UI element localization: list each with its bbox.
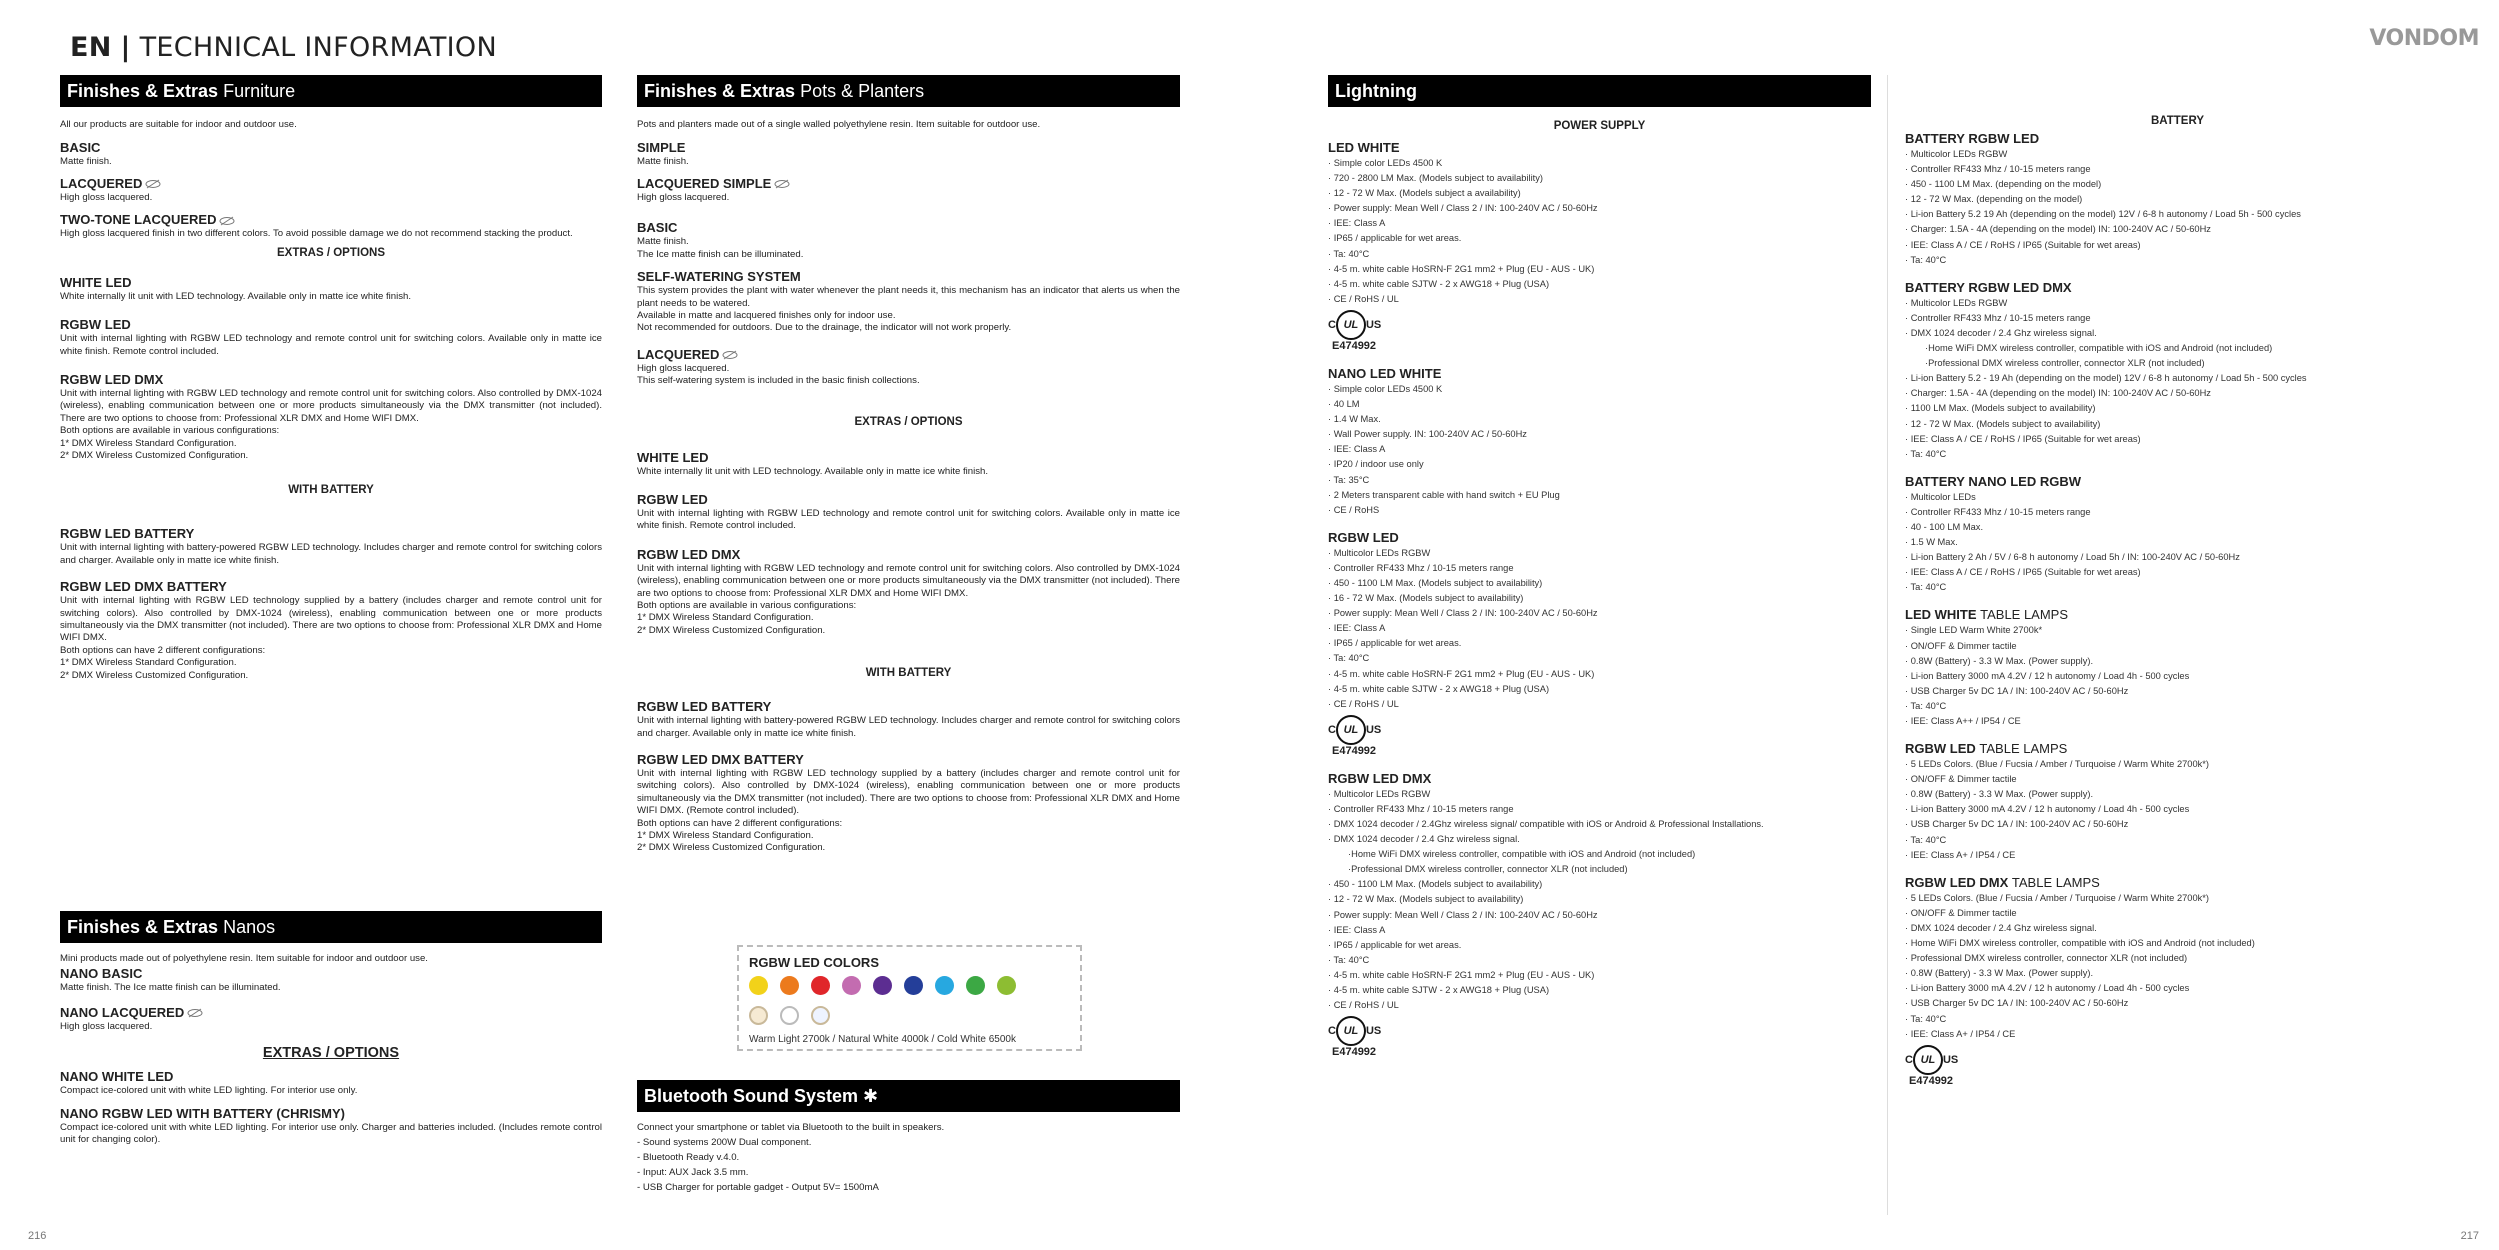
spec-item: · 5 LEDs Colors. (Blue / Fucsia / Amber / Turquoise / Warm White 2700k*)	[1905, 891, 2450, 906]
ul-mark: C UL US E474992	[1328, 1016, 1381, 1058]
spec-item: · CE / RoHS / UL	[1328, 998, 1871, 1013]
spec-item: · Ta: 40°C	[1905, 699, 2450, 714]
spec-item: · 12 - 72 W Max. (Models subject to availability)	[1328, 892, 1871, 907]
spec-item: · IP65 / applicable for wet areas.	[1328, 231, 1871, 246]
spec-list	[1905, 296, 2450, 341]
color-swatch	[749, 1006, 768, 1025]
spec-item: · 40 LM	[1328, 397, 1871, 412]
desc: Unit with internal lighting with RGBW LED technology and remote control unit for switching colors. Available only in matte ice white finish. Remote control included.	[60, 333, 602, 357]
spec-item: · Controller RF433 Mhz / 10-15 meters range	[1328, 802, 1871, 817]
with-battery-heading: WITH BATTERY	[288, 484, 374, 497]
spec-item: · DMX 1024 decoder / 2.4Ghz wireless signal/ compatible with iOS or Android & Professional Installations.	[1328, 817, 1871, 832]
desc: High gloss lacquered finish in two different colors. To avoid possible damage we do not recommend stacking the product.	[60, 228, 573, 240]
spec-item: · 16 - 72 W Max. (Models subject to availability)	[1328, 591, 1871, 606]
spec-item: · Li-ion Battery 3000 mA 4.2V / 12 h autonomy / Load 4h - 500 cycles	[1905, 802, 2450, 817]
bar-light: Furniture	[223, 81, 296, 101]
spec-item: · Ta: 40°C	[1905, 580, 2450, 595]
spec-item: · Home WiFi DMX wireless controller, compatible with iOS and Android (not included)	[1328, 847, 1871, 862]
spec-item: · IEE: Class A	[1328, 923, 1871, 938]
desc: Matte finish. The Ice matte finish can be illuminated.	[60, 981, 281, 993]
heading: LED WHITE	[1328, 140, 1400, 155]
spec-item: · DMX 1024 decoder / 2.4 Ghz wireless signal.	[1905, 326, 2450, 341]
spec-item: · USB Charger 5v DC 1A / IN: 100-240V AC / 50-60Hz	[1905, 996, 2450, 1011]
page-number-right: 217	[2460, 1230, 2479, 1242]
desc: 2* DMX Wireless Customized Configuration.	[637, 624, 826, 636]
extras-heading: EXTRAS / OPTIONS	[277, 246, 385, 259]
spec-item: · USB Charger 5v DC 1A / IN: 100-240V AC / 50-60Hz	[1905, 817, 2450, 832]
spec-list	[1328, 546, 1871, 712]
ul-mark: C UL US E474992	[1328, 310, 1381, 352]
spec-item: · Ta: 40°C	[1905, 253, 2450, 268]
desc: Both options are available in various configurations:	[637, 600, 857, 611]
spec-item: · CE / RoHS / UL	[1328, 697, 1871, 712]
spec-item: · ON/OFF & Dimmer tactile	[1905, 639, 2450, 654]
color-swatch	[811, 976, 830, 995]
spec-item: · IP65 / applicable for wet areas.	[1328, 938, 1871, 953]
spec-item: · Power supply: Mean Well / Class 2 / IN: 100-240V AC / 50-60Hz	[1328, 606, 1871, 621]
color-swatch	[842, 976, 861, 995]
spec-list	[1328, 156, 1871, 307]
spec-item: · Charger: 1.5A - 4A (depending on the model) IN: 100-240V AC / 50-60Hz	[1905, 222, 2450, 237]
heading: WHITE LED	[637, 449, 709, 465]
desc: White internally lit unit with LED technology. Available only in matte ice white finish.	[60, 290, 412, 302]
spec-item: · IEE: Class A++ / IP54 / CE	[1905, 714, 2450, 729]
color-swatches	[749, 976, 1070, 1000]
spec-item: · Ta: 40°C	[1905, 1012, 2450, 1027]
desc: High gloss lacquered.	[60, 1020, 153, 1032]
color-swatch	[997, 976, 1016, 995]
leaf-icon	[219, 216, 235, 226]
color-swatch	[749, 976, 768, 995]
heading: SIMPLE	[637, 139, 686, 155]
title-text: TECHNICAL INFORMATION	[139, 32, 497, 63]
heading: RGBW LED	[1328, 529, 1399, 545]
spec-item: · 12 - 72 W Max. (Models subject to availability)	[1905, 417, 2450, 432]
heading: RGBW LED BATTERY	[60, 526, 195, 542]
spec-item: · IP65 / applicable for wet areas.	[1328, 636, 1871, 651]
colors-title: RGBW LED COLORS	[749, 955, 879, 970]
spec-item: · Simple color LEDs 4500 K	[1328, 156, 1871, 171]
heading: BASIC	[637, 220, 678, 236]
spec-item: · Controller RF433 Mhz / 10-15 meters range	[1905, 505, 2450, 520]
spec-item: · Ta: 35°C	[1328, 473, 1871, 488]
spec-item: · Ta: 40°C	[1905, 833, 2450, 848]
battery-heading: BATTERY	[2150, 115, 2205, 127]
heading: WHITE LED	[60, 274, 132, 290]
spec-item: · CE / RoHS / UL	[1328, 292, 1871, 307]
section-bar-pots: Finishes & Extras Pots & Planters	[637, 75, 1180, 107]
heading: RGBW LED DMX BATTERY	[637, 752, 804, 768]
spec-item: · 1100 LM Max. (Models subject to availability)	[1905, 401, 2450, 416]
heading: LACQUERED	[60, 176, 602, 192]
spec-item: · Ta: 40°C	[1905, 447, 2450, 462]
leaf-icon	[145, 179, 161, 189]
desc: Unit with internal lighting with RGBW LED technology and remote control unit for switching colors. Available only in matte ice white finish. Remote control included.	[637, 507, 1180, 532]
spec-item: · 40 - 100 LM Max.	[1905, 520, 2450, 535]
heading: NANO WHITE LED	[60, 1069, 174, 1085]
desc: Unit with internal lighting with battery-powered RGBW LED technology. Includes charger and remote control for switching colors and charger. Available only in matte ice white finish.	[637, 715, 1180, 739]
desc: 2* DMX Wireless Customized Configuration.	[60, 449, 249, 461]
desc: Matte finish.	[637, 155, 689, 167]
spec-item: · IEE: Class A / CE / RoHS / IP65 (Suitable for wet areas)	[1905, 238, 2450, 253]
spec-item: · Multicolor LEDs RGBW	[1905, 147, 2450, 162]
heading: NANO RGBW LED WITH BATTERY (CHRISMY)	[60, 1105, 346, 1121]
leaf-icon	[774, 179, 790, 189]
heading: RGBW LED DMX TABLE LAMPS	[1905, 874, 2100, 890]
spec-item: · IEE: Class A	[1328, 216, 1871, 231]
color-swatch	[904, 976, 923, 995]
with-battery-heading: WITH BATTERY	[865, 667, 952, 680]
spec-item: · DMX 1024 decoder / 2.4 Ghz wireless signal.	[1328, 832, 1871, 847]
bluetooth-spec-item: - Sound systems 200W Dual component.	[637, 1136, 812, 1148]
desc: White internally lit unit with LED technology. Available only in matte ice white finish.	[637, 465, 989, 477]
heading: RGBW LED TABLE LAMPS	[1905, 741, 2068, 757]
heading: BATTERY NANO LED RGBW	[1905, 473, 2081, 489]
desc: Matte finish.	[60, 155, 112, 167]
spec-item: · IEE: Class A	[1328, 621, 1871, 636]
spec-item: · Single LED Warm White 2700k*	[1905, 623, 2450, 638]
spec-item: · Ta: 40°C	[1328, 247, 1871, 262]
spec-item: · 4-5 m. white cable SJTW - 2 x AWG18 + Plug (USA)	[1328, 277, 1871, 292]
section-bar-furniture	[60, 75, 602, 107]
spec-item: · Power supply: Mean Well / Class 2 / IN: 100-240V AC / 50-60Hz	[1328, 201, 1871, 216]
desc: Both options are available in various configurations:	[60, 425, 280, 437]
spec-item: · 0.8W (Battery) - 3.3 W Max. (Power supply).	[1905, 787, 2450, 802]
desc: 1* DMX Wireless Standard Configuration.	[60, 657, 237, 669]
spec-list	[1905, 757, 2450, 863]
spec-item: · Home WiFi DMX wireless controller, compatible with iOS and Android (not included)	[1905, 936, 2450, 951]
heading: NANO LED WHITE	[1328, 365, 1442, 381]
spec-list	[1905, 490, 2450, 596]
spec-item: · IEE: Class A+ / IP54 / CE	[1905, 848, 2450, 863]
spec-item: · IEE: Class A / CE / RoHS / IP65 (Suitable for wet areas)	[1905, 432, 2450, 447]
desc: Available in matte and lacquered finishes only for indoor use.	[637, 309, 896, 321]
spec-item: · 450 - 1100 LM Max. (Models subject to availability)	[1328, 877, 1871, 892]
spec-item: · Professional DMX wireless controller, connector XLR (not included)	[1905, 356, 2450, 371]
bluetooth-section	[637, 1080, 1180, 1195]
spec-item: · 4-5 m. white cable SJTW - 2 x AWG18 + Plug (USA)	[1328, 983, 1871, 998]
bluetooth-spec-item: - USB Charger for portable gadget - Output 5V= 1500mA	[637, 1181, 879, 1193]
bluetooth-spec-item: - Bluetooth Ready v.4.0.	[637, 1151, 740, 1163]
spec-item: · Professional DMX wireless controller, connector XLR (not included)	[1328, 862, 1871, 877]
heading: LACQUERED	[637, 347, 1180, 363]
heading: RGBW LED DMX	[60, 371, 164, 387]
nano-extras-heading: EXTRAS / OPTIONS	[262, 1045, 400, 1062]
heading: BATTERY RGBW LED DMX	[1905, 279, 2072, 295]
leaf-icon	[722, 350, 738, 360]
furniture-column	[60, 75, 602, 682]
heading: RGBW LED BATTERY	[637, 699, 772, 715]
desc: Both options can have 2 different configurations:	[637, 817, 843, 829]
spec-list	[1905, 147, 2450, 268]
white-swatches	[749, 1006, 1070, 1030]
spec-item: · Li-ion Battery 3000 mA 4.2V / 12 h autonomy / Load 4h - 500 cycles	[1905, 669, 2450, 684]
bar-bold: Finishes & Extras	[67, 81, 219, 101]
heading: BASIC	[60, 139, 101, 155]
spec-item: · 1.5 W Max.	[1905, 535, 2450, 550]
column-divider	[1887, 75, 1888, 1215]
spec-list	[1905, 371, 2450, 462]
extras-heading: EXTRAS / OPTIONS	[854, 415, 963, 428]
spec-item: · IP20 / indoor use only	[1328, 457, 1871, 472]
spec-item: · Simple color LEDs 4500 K	[1328, 382, 1871, 397]
spec-item: · 4-5 m. white cable SJTW - 2 x AWG18 + Plug (USA)	[1328, 682, 1871, 697]
spec-item: · 4-5 m. white cable HoSRN-F 2G1 mm2 + Plug (EU - AUS - UK)	[1328, 262, 1871, 277]
spec-item: · IEE: Class A / CE / RoHS / IP65 (Suitable for wet areas)	[1905, 565, 2450, 580]
section-bar-nanos: Finishes & Extras Nanos	[60, 911, 602, 943]
spec-item: · 0.8W (Battery) - 3.3 W Max. (Power supply).	[1905, 654, 2450, 669]
desc: Not recommended for outdoors. Due to the drainage, the indicator will not work properly.	[637, 322, 1012, 334]
desc: 1* DMX Wireless Standard Configuration.	[60, 437, 237, 449]
color-swatch	[966, 976, 985, 995]
spec-item: · Controller RF433 Mhz / 10-15 meters range	[1905, 162, 2450, 177]
spec-item: · Li-ion Battery 5.2 - 19 Ah (depending on the model) 12V / 6-8 h autonomy / Load 5h - 500 cycles	[1905, 371, 2450, 386]
desc: 2* DMX Wireless Customized Configuration.	[637, 842, 826, 854]
spec-item: · Li-ion Battery 5.2 19 Ah (depending on the model) 12V / 6-8 h autonomy / Load 5h - 500 cycles	[1905, 207, 2450, 222]
desc: 1* DMX Wireless Standard Configuration.	[637, 830, 814, 842]
page-number-left: 216	[28, 1230, 47, 1242]
pots-column	[637, 75, 1180, 855]
desc: Compact ice-colored unit with white LED lighting. For interior use only.	[60, 1085, 358, 1097]
heading: NANO LACQUERED	[60, 1005, 602, 1021]
bluetooth-icon: ✱	[863, 1086, 879, 1106]
intro: Connect your smartphone or tablet via Bluetooth to the built in speakers.	[637, 1122, 945, 1133]
color-swatch	[811, 1006, 830, 1025]
spec-list	[1328, 787, 1871, 847]
spec-item: · 720 - 2800 LM Max. (Models subject to availability)	[1328, 171, 1871, 186]
section-bar-bluetooth: Bluetooth Sound System ✱	[637, 1080, 1180, 1112]
section-bar-lightning: Lightning	[1328, 75, 1871, 107]
heading: LACQUERED SIMPLE	[637, 176, 1180, 192]
spec-item: · Professional DMX wireless controller, connector XLR (not included)	[1905, 951, 2450, 966]
spec-item: · Multicolor LEDs RGBW	[1905, 296, 2450, 311]
desc: The Ice matte finish can be illuminated.	[637, 248, 804, 260]
spec-item: · 12 - 72 W Max. (depending on the model)	[1905, 192, 2450, 207]
page-title	[70, 32, 497, 63]
spec-item: · 0.8W (Battery) - 3.3 W Max. (Power supply).	[1905, 966, 2450, 981]
spec-item: · Charger: 1.5A - 4A (depending on the model) IN: 100-240V AC / 50-60Hz	[1905, 386, 2450, 401]
spec-sublist	[1328, 847, 1871, 877]
brand-logo: VONDOM	[2369, 26, 2479, 51]
spec-item: · Multicolor LEDs RGBW	[1328, 787, 1871, 802]
spec-item: · IEE: Class A	[1328, 442, 1871, 457]
colors-note: Warm Light 2700k / Natural White 4000k / Cold White 6500k	[749, 1034, 1016, 1045]
battery-column	[1905, 115, 2450, 1089]
spec-list	[1905, 891, 2450, 1042]
spec-item: · 4-5 m. white cable HoSRN-F 2G1 mm2 + Plug (EU - AUS - UK)	[1328, 968, 1871, 983]
desc: High gloss lacquered.	[60, 191, 153, 203]
desc: This system provides the plant with water whenever the plant needs it, this mechanism has an indicator that alerts us when the plant needs to be watered.	[637, 285, 1180, 309]
spec-item: · Li-ion Battery 2 Ah / 5V / 6-8 h autonomy / Load 5h / IN: 100-240V AC / 50-60Hz	[1905, 550, 2450, 565]
spec-item: · Li-ion Battery 3000 mA 4.2V / 12 h autonomy / Load 4h - 500 cycles	[1905, 981, 2450, 996]
title-separator: |	[120, 32, 131, 63]
heading: RGBW LED DMX	[637, 546, 741, 562]
spec-item: · USB Charger 5v DC 1A / IN: 100-240V AC / 50-60Hz	[1905, 684, 2450, 699]
desc: Both options can have 2 different configurations:	[60, 644, 266, 656]
heading: RGBW LED	[60, 317, 131, 333]
spec-item: · Multicolor LEDs RGBW	[1328, 546, 1871, 561]
spec-item: · Controller RF433 Mhz / 10-15 meters range	[1328, 561, 1871, 576]
power-supply-heading: POWER SUPPLY	[1553, 120, 1646, 132]
intro: Mini products made out of polyethylene resin. Item suitable for indoor and outdoor use.	[60, 953, 428, 964]
spec-item: · ON/OFF & Dimmer tactile	[1905, 772, 2450, 787]
intro: Pots and planters made out of a single walled polyethylene resin. Item suitable for outdoor use.	[637, 119, 1041, 130]
spec-list	[1328, 382, 1871, 518]
desc: Unit with internal lighting with RGBW LED technology supplied by a battery (includes charger and remote control unit for switching colors). Also controlled by DMX-1024 (wireless), enabling communication between one or more products simultaneously via the DMX transmitter (not included). There are two options to choose from: Professional XLR DMX and Home WIFI DMX. (Remote control included).	[637, 768, 1180, 817]
desc: 2* DMX Wireless Customized Configuration.	[60, 669, 249, 681]
lightning-column	[1328, 75, 1871, 1060]
desc: Unit with internal lighting with RGBW LED technology and remote control unit for switching colors. Also controlled by DMX-1024 (wireless), enabling communication between one or more products simultaneously via the DMX transmitter (not included). There are two options to choose from: Professional XLR DMX and Home WIFI DMX.	[60, 387, 602, 424]
heading: TWO-TONE LACQUERED	[60, 212, 602, 228]
desc: High gloss lacquered.	[637, 362, 730, 374]
spec-item: · 450 - 1100 LM Max. (depending on the model)	[1905, 177, 2450, 192]
rgbw-colors-box	[737, 945, 1082, 1051]
spec-item: · 12 - 72 W Max. (Models subject a availability)	[1328, 186, 1871, 201]
bluetooth-spec-item: - Input: AUX Jack 3.5 mm.	[637, 1166, 749, 1178]
spec-item: · 1.4 W Max.	[1328, 412, 1871, 427]
heading: BATTERY RGBW LED	[1905, 131, 2040, 146]
spec-item: · Ta: 40°C	[1328, 651, 1871, 666]
color-swatch	[780, 1006, 799, 1025]
heading: RGBW LED DMX BATTERY	[60, 579, 227, 595]
heading: NANO BASIC	[60, 965, 143, 981]
desc: This self-watering system is included in the basic finish collections.	[637, 375, 920, 387]
heading: LED WHITE TABLE LAMPS	[1905, 607, 2069, 623]
spec-item: · CE / RoHS	[1328, 503, 1871, 518]
desc: Matte finish.	[637, 236, 689, 248]
desc: Compact ice-colored unit with white LED lighting. For interior use only. Charger and batteries included. (Includes remote control unit for changing color).	[60, 1121, 602, 1146]
spec-item: · ON/OFF & Dimmer tactile	[1905, 906, 2450, 921]
heading: RGBW LED DMX	[1328, 770, 1432, 786]
spec-item: · 4-5 m. white cable HoSRN-F 2G1 mm2 + Plug (EU - AUS - UK)	[1328, 667, 1871, 682]
spec-list	[1328, 877, 1871, 1013]
desc: Unit with internal lighting with RGBW LED technology and remote control unit for switching colors. Also controlled by DMX-1024 (wireless), enabling communication between one or more products simultaneously via the DMX transmitter (not included). There are two options to choose from: Professional XLR DMX and Home WIFI DMX.	[637, 562, 1180, 599]
lang-code: EN	[70, 32, 112, 63]
intro: All our products are suitable for indoor and outdoor use.	[60, 119, 297, 130]
color-swatch	[873, 976, 892, 995]
color-swatch	[780, 976, 799, 995]
spec-item: · IEE: Class A+ / IP54 / CE	[1905, 1027, 2450, 1042]
spec-item: · Power supply: Mean Well / Class 2 / IN: 100-240V AC / 50-60Hz	[1328, 908, 1871, 923]
spec-item: · Controller RF433 Mhz / 10-15 meters range	[1905, 311, 2450, 326]
spec-item: · DMX 1024 decoder / 2.4 Ghz wireless signal.	[1905, 921, 2450, 936]
spec-item: · Multicolor LEDs	[1905, 490, 2450, 505]
leaf-icon	[187, 1008, 203, 1018]
spec-list	[1905, 623, 2450, 729]
bluetooth-specs	[637, 1135, 1180, 1195]
nanos-section	[60, 911, 602, 1147]
spec-sublist	[1905, 341, 2450, 371]
spec-item: · 450 - 1100 LM Max. (Models subject to availability)	[1328, 576, 1871, 591]
spec-item: · Home WiFi DMX wireless controller, compatible with iOS and Android (not included)	[1905, 341, 2450, 356]
ul-mark: C UL US E474992	[1328, 715, 1381, 757]
desc: Unit with internal lighting with RGBW LED technology supplied by a battery (includes charger and remote control unit for switching colors). Also controlled by DMX-1024 (wireless), enabling communication between one or more products simultaneously via the DMX transmitter (not included). There are two options to choose from: Professional XLR DMX and Home WIFI DMX.	[60, 595, 602, 644]
spec-item: · 2 Meters transparent cable with hand switch + EU Plug	[1328, 488, 1871, 503]
heading: RGBW LED	[637, 491, 708, 507]
desc: High gloss lacquered.	[637, 191, 730, 203]
color-swatch	[935, 976, 954, 995]
spec-item: · Ta: 40°C	[1328, 953, 1871, 968]
spec-item: · Wall Power supply. IN: 100-240V AC / 50-60Hz	[1328, 427, 1871, 442]
ul-mark: C UL US E474992	[1905, 1045, 1958, 1087]
spec-item: · 5 LEDs Colors. (Blue / Fucsia / Amber / Turquoise / Warm White 2700k*)	[1905, 757, 2450, 772]
desc: Unit with internal lighting with battery-powered RGBW LED technology. Includes charger and remote control for switching colors and charger. Available only in matte ice white finish.	[60, 542, 602, 566]
desc: 1* DMX Wireless Standard Configuration.	[637, 612, 814, 624]
heading: SELF-WATERING SYSTEM	[637, 269, 801, 285]
